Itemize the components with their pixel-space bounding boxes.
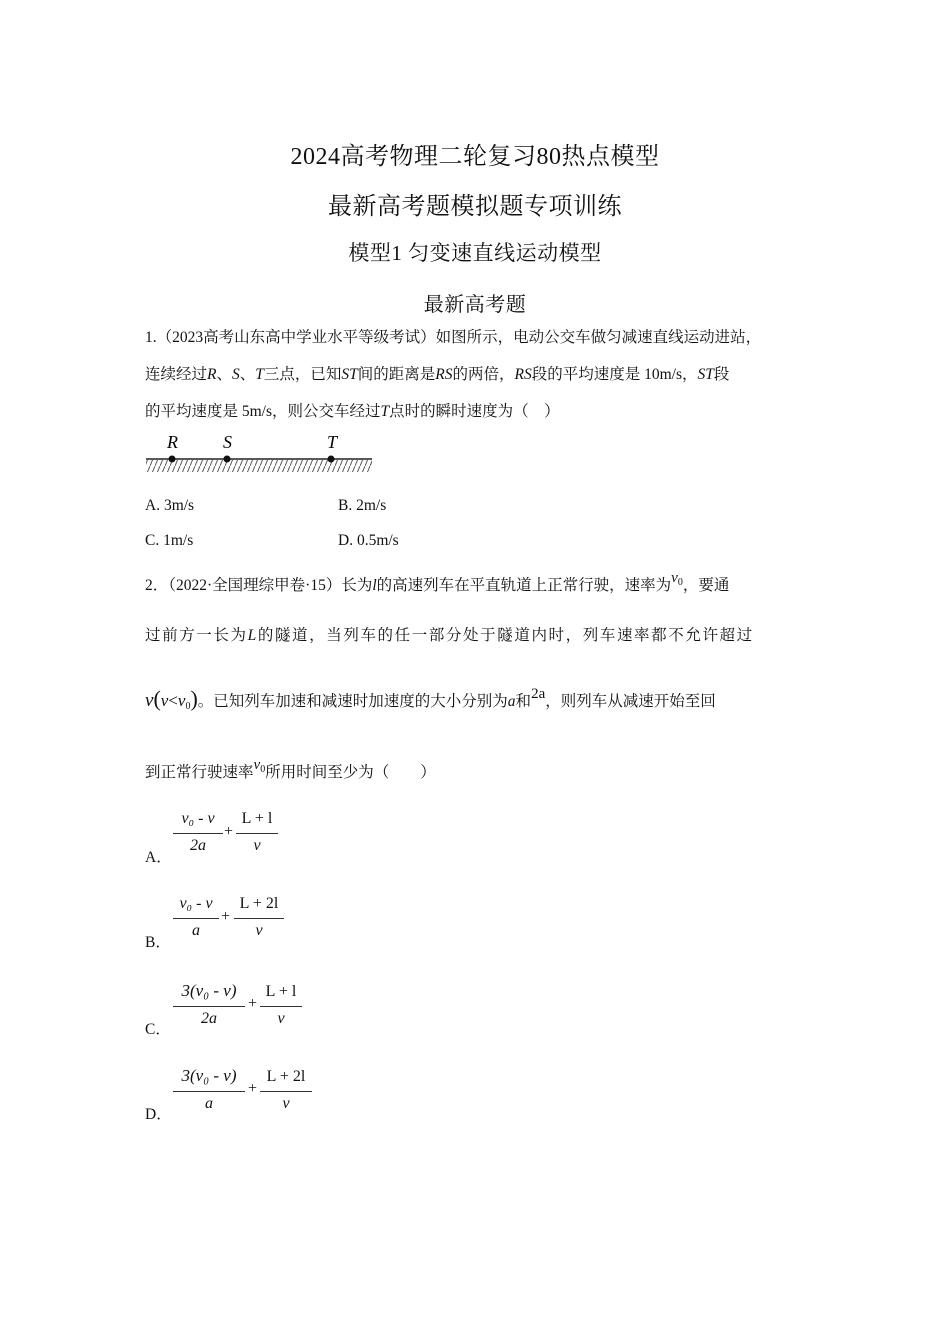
q1-var-st: ST (341, 366, 358, 383)
q1-text: 间的距离是 (357, 366, 436, 383)
q1-option-a[interactable]: A. 3m/s (145, 497, 195, 514)
q1-var-t: T (380, 403, 390, 420)
q2-text: ，则列车从减速开始至回 (545, 693, 716, 710)
fraction-b-1 (173, 895, 219, 945)
q2-var-a: a (507, 693, 516, 710)
denominator: v (277, 1010, 285, 1027)
point-s (224, 456, 231, 463)
q1-option-b[interactable]: B. 2m/s (338, 497, 387, 514)
numerator: v₀ - v (179, 895, 213, 912)
fraction-bar (234, 918, 284, 919)
q2-line-4 (145, 757, 436, 783)
numerator: v₀ - v (181, 810, 215, 827)
q2-text: 到正常行驶速率 (145, 764, 254, 781)
q1-option-d[interactable]: D. 0.5m/s (338, 532, 399, 549)
q2-line-3 (145, 688, 716, 712)
q1-text: 段的平均速度是 10m/s， (531, 366, 698, 383)
fraction-a-1 (173, 810, 223, 860)
denominator: 2a (190, 837, 206, 854)
q2-text: 过前方一长为 (145, 627, 248, 644)
numerator: L + 2l (266, 1068, 306, 1085)
fraction-c-1 (173, 981, 245, 1033)
denominator: a (205, 1095, 213, 1112)
q1-figure-road (140, 430, 380, 480)
fraction-bar (173, 833, 223, 834)
q1-line-3 (145, 404, 560, 420)
q2-option-b[interactable]: B． (145, 934, 171, 951)
q1-var-s: S (232, 366, 240, 383)
fraction-b-2 (234, 895, 284, 945)
fraction-bar (236, 833, 278, 834)
q2-line-1 (145, 570, 730, 596)
q2-var-2a: 2a (531, 686, 546, 702)
fraction-a-2 (236, 810, 278, 860)
q2-var-v0 (254, 757, 266, 773)
fraction-bar (260, 1006, 302, 1007)
q2-line-2 (145, 628, 754, 644)
numerator: L + 2l (239, 895, 279, 912)
q1-var-r: R (207, 366, 217, 383)
q2-text: 。已知列车加速和减速时加速度的大小分别为 (197, 693, 508, 710)
fraction-bar (173, 1091, 245, 1092)
q2-text: 和 (515, 693, 532, 710)
q2-text: 所用时间至少为（ ） (265, 764, 436, 781)
plus-sign: + (221, 908, 231, 925)
fraction-d-1 (173, 1066, 245, 1118)
q1-line-2 (145, 367, 729, 383)
q1-option-c[interactable]: C. 1m/s (145, 532, 194, 549)
denominator: v (255, 922, 263, 939)
q1-text: 三点，已知 (263, 366, 342, 383)
label-s: S (223, 432, 232, 452)
denominator: v (282, 1095, 290, 1112)
label-t: T (327, 432, 338, 452)
q2-text: 的隧道，当列车的任一部分处于隧道内时，列车速率都不允许超过 (257, 627, 754, 644)
q1-text: 点时的瞬时速度为（ ） (389, 403, 560, 420)
subscript-zero: 0 (260, 764, 266, 775)
q2-var-l: l (372, 577, 377, 594)
doc-title: 2024高考物理二轮复习80热点模型 (290, 144, 660, 170)
q1-text: 段 (713, 366, 730, 383)
q1-text: 连续经过 (145, 366, 208, 383)
denominator: v (253, 837, 261, 854)
q2-var-v: v (160, 691, 169, 710)
subscript-zero: 0 (677, 577, 683, 588)
plus-sign: + (224, 823, 234, 840)
q2-var-v0 (671, 570, 683, 586)
q1-var-t: T (255, 366, 264, 383)
q2-option-c[interactable]: C． (145, 1021, 171, 1038)
q2-var-v0: v (177, 691, 186, 710)
q2-var-L: L (247, 627, 258, 644)
fraction-bar (173, 918, 219, 919)
doc-subtitle: 最新高考题模拟题专项训练 (328, 194, 622, 220)
q2-text: ，要通 (682, 577, 730, 594)
label-r: R (167, 432, 178, 452)
v-symbol: v (671, 570, 678, 586)
v-symbol: v (253, 757, 261, 773)
q1-var-rs: RS (514, 366, 532, 383)
numerator: 3(v₀ - v) (181, 981, 237, 1000)
q1-text: 的两倍， (452, 366, 515, 383)
fraction-d-2 (260, 1068, 312, 1118)
numerator: 3(v₀ - v) (181, 1066, 237, 1085)
q2-option-a[interactable]: A． (145, 849, 172, 866)
point-t (328, 456, 335, 463)
q1-text: 的平均速度是 5m/s，则公交车经过 (145, 403, 381, 420)
plus-sign: + (248, 995, 258, 1012)
q1-sep: 、 (216, 366, 232, 383)
denominator: 2a (201, 1010, 217, 1027)
less-than: < (168, 691, 178, 710)
subscript-zero: 0 (185, 701, 191, 712)
paren-open: ( (153, 686, 161, 711)
plus-sign: + (248, 1080, 258, 1097)
fraction-bar (173, 1006, 245, 1007)
q1-sep: 、 (239, 366, 256, 383)
q2-text: 2．（2022·全国理综甲卷·15）长为 (145, 577, 373, 594)
q2-var-v: v (145, 690, 154, 711)
q1-var-st: ST (697, 366, 714, 383)
ground-hatch (146, 460, 372, 472)
fraction-bar (260, 1091, 312, 1092)
model-title: 模型1 匀变速直线运动模型 (348, 241, 602, 265)
q2-text: 的高速列车在平直轨道上正常行驶，速率为 (376, 577, 672, 594)
q2-option-d[interactable]: D． (145, 1106, 172, 1123)
paren-close: ) (190, 686, 198, 711)
denominator: a (192, 922, 200, 939)
point-r (169, 456, 176, 463)
section-title: 最新高考题 (423, 294, 527, 316)
numerator: L + l (265, 983, 297, 1000)
numerator: L + l (241, 810, 273, 827)
q1-var-rs: RS (435, 366, 453, 383)
fraction-c-2 (260, 983, 302, 1033)
q1-line-1: 1.（2023高考山东高中学业水平等级考试）如图所示，电动公交车做匀减速直线运动进站， (145, 329, 762, 346)
